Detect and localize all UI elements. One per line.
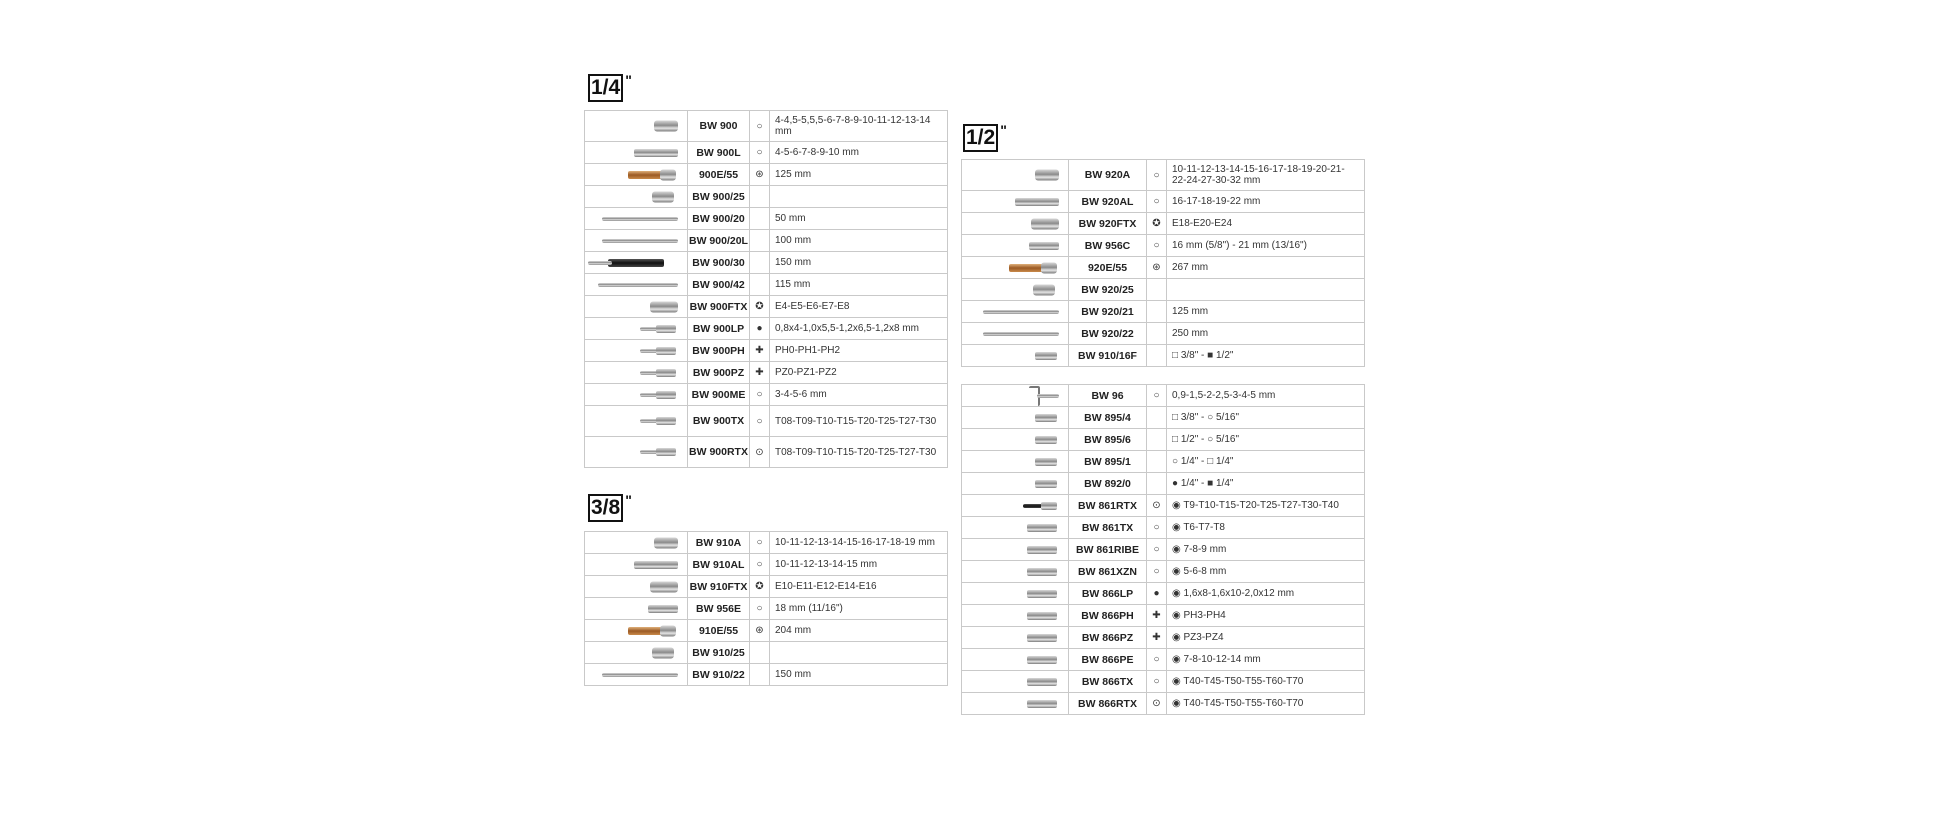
product-code: BW 866LP [1069, 583, 1147, 605]
product-code: BW 866RTX [1069, 693, 1147, 715]
table-row [962, 279, 1365, 301]
adapter-icon [962, 407, 1069, 429]
profile-symbol-icon: ✚ [750, 340, 770, 362]
profile-symbol-icon: ✚ [1147, 605, 1167, 627]
table-row [585, 406, 948, 437]
bit-socket-icon [585, 384, 688, 406]
bit-socket-icon [585, 406, 688, 437]
product-code: BW 900FTX [688, 296, 750, 318]
product-code: BW 900 [688, 111, 750, 142]
product-code: BW 861TX [1069, 517, 1147, 539]
profile-symbol-icon [750, 186, 770, 208]
product-code: BW 866PZ [1069, 627, 1147, 649]
size-description: ◉ 7-8-9 mm [1167, 539, 1365, 561]
profile-symbol-icon: ○ [750, 406, 770, 437]
size-description: T08-T09-T10-T15-T20-T25-T27-T30 [770, 406, 948, 437]
table-row [585, 576, 948, 598]
universal-joint-icon [962, 279, 1069, 301]
table-row [585, 532, 948, 554]
table-row [585, 620, 948, 642]
product-code: BW 920/22 [1069, 323, 1147, 345]
size-description [1167, 279, 1365, 301]
bit-icon [962, 693, 1069, 715]
profile-symbol-icon [1147, 473, 1167, 495]
table-row [962, 671, 1365, 693]
spec-table-bits [961, 384, 1365, 715]
table-row [962, 213, 1365, 235]
product-code: BW 866PE [1069, 649, 1147, 671]
profile-symbol-icon: ✪ [750, 576, 770, 598]
socket-icon [962, 160, 1069, 191]
table-row [585, 186, 948, 208]
product-code: BW 895/4 [1069, 407, 1147, 429]
size-description: 4-4,5-5,5,5-6-7-8-9-10-11-12-13-14 mm [770, 111, 948, 142]
product-code: BW 920/21 [1069, 301, 1147, 323]
table-row [962, 385, 1365, 407]
product-code: BW 920/25 [1069, 279, 1147, 301]
product-code: 900E/55 [688, 164, 750, 186]
table-row [962, 323, 1365, 345]
size-description: E4-E5-E6-E7-E8 [770, 296, 948, 318]
size-description: PZ0-PZ1-PZ2 [770, 362, 948, 384]
product-code: BW 96 [1069, 385, 1147, 407]
size-description: ◉ PH3-PH4 [1167, 605, 1365, 627]
size-description: 16 mm (5/8") - 21 mm (13/16") [1167, 235, 1365, 257]
table-row [585, 554, 948, 576]
table-row [962, 539, 1365, 561]
extension-bar-icon [962, 301, 1069, 323]
bit-socket-icon [585, 362, 688, 384]
bit-icon [962, 671, 1069, 693]
profile-symbol-icon: ○ [1147, 539, 1167, 561]
bit-icon [962, 649, 1069, 671]
bit-icon [962, 627, 1069, 649]
table-row [585, 208, 948, 230]
profile-symbol-icon [1147, 429, 1167, 451]
product-code: BW 900ME [688, 384, 750, 406]
screwdriver-handle-icon [585, 252, 688, 274]
product-code: BW 900/42 [688, 274, 750, 296]
product-code: BW 910/25 [688, 642, 750, 664]
product-code: BW 895/1 [1069, 451, 1147, 473]
profile-symbol-icon: ○ [1147, 561, 1167, 583]
size-description: ◉ T6-T7-T8 [1167, 517, 1365, 539]
product-code: BW 900/25 [688, 186, 750, 208]
product-code: BW 900/20 [688, 208, 750, 230]
table-row [962, 257, 1365, 279]
table-row [585, 362, 948, 384]
profile-symbol-icon: ✪ [750, 296, 770, 318]
product-code: BW 900PZ [688, 362, 750, 384]
size-label: 3/8 [588, 494, 623, 522]
table-row [962, 517, 1365, 539]
profile-symbol-icon [750, 274, 770, 296]
socket-icon [585, 532, 688, 554]
long-socket-icon [962, 191, 1069, 213]
profile-symbol-icon [1147, 451, 1167, 473]
profile-symbol-icon: ⊛ [750, 620, 770, 642]
size-description: ◉ T9-T10-T15-T20-T25-T27-T30-T40 [1167, 495, 1365, 517]
torx-socket-icon [585, 296, 688, 318]
size-description: □ 3/8" - ■ 1/2" [1167, 345, 1365, 367]
profile-symbol-icon [750, 664, 770, 686]
size-description: PH0-PH1-PH2 [770, 340, 948, 362]
size-description: 0,8x4-1,0x5,5-1,2x6,5-1,2x8 mm [770, 318, 948, 340]
product-code: BW 910/22 [688, 664, 750, 686]
product-code: BW 866PH [1069, 605, 1147, 627]
product-code: BW 956C [1069, 235, 1147, 257]
size-label: 1/4 [588, 74, 623, 102]
profile-symbol-icon: ○ [750, 384, 770, 406]
size-description: ◉ 7-8-10-12-14 mm [1167, 649, 1365, 671]
profile-symbol-icon: ○ [1147, 671, 1167, 693]
bit-socket-icon [585, 437, 688, 468]
profile-symbol-icon: ○ [1147, 235, 1167, 257]
table-row [962, 160, 1365, 191]
table-row [585, 164, 948, 186]
size-badge-half: 1/2 " [963, 124, 1007, 152]
size-description: 250 mm [1167, 323, 1365, 345]
size-description: E18-E20-E24 [1167, 213, 1365, 235]
ratchet-icon [962, 257, 1069, 279]
profile-symbol-icon: ○ [1147, 191, 1167, 213]
table-row [962, 627, 1365, 649]
product-code: BW 866TX [1069, 671, 1147, 693]
extension-bar-icon [585, 664, 688, 686]
size-description: 150 mm [770, 252, 948, 274]
table-row [962, 191, 1365, 213]
spark-plug-socket-icon [962, 235, 1069, 257]
table-row [585, 274, 948, 296]
product-code: BW 920FTX [1069, 213, 1147, 235]
table-row [585, 318, 948, 340]
table-row [585, 142, 948, 164]
torx-socket-icon [585, 576, 688, 598]
product-code: BW 895/6 [1069, 429, 1147, 451]
size-description: □ 1/2" - ○ 5/16" [1167, 429, 1365, 451]
size-description: 3-4-5-6 mm [770, 384, 948, 406]
profile-symbol-icon: ⊙ [1147, 495, 1167, 517]
size-description: 16-17-18-19-22 mm [1167, 191, 1365, 213]
bit-icon [962, 517, 1069, 539]
table-row [962, 451, 1365, 473]
profile-symbol-icon [1147, 345, 1167, 367]
size-badge-three-eighths: 3/8 " [588, 494, 632, 522]
profile-symbol-icon: ○ [750, 142, 770, 164]
table-row [585, 230, 948, 252]
size-description: E10-E11-E12-E14-E16 [770, 576, 948, 598]
size-description: ◉ T40-T45-T50-T55-T60-T70 [1167, 693, 1365, 715]
bit-socket-icon [585, 340, 688, 362]
product-code: BW 920AL [1069, 191, 1147, 213]
profile-symbol-icon: ○ [750, 111, 770, 142]
product-code: 910E/55 [688, 620, 750, 642]
table-row [585, 252, 948, 274]
profile-symbol-icon: ○ [1147, 385, 1167, 407]
table-row [585, 296, 948, 318]
universal-joint-icon [585, 642, 688, 664]
profile-symbol-icon: ⊙ [750, 437, 770, 468]
t-bar-icon [585, 274, 688, 296]
profile-symbol-icon: ○ [750, 554, 770, 576]
product-code: BW 910/16F [1069, 345, 1147, 367]
extension-bar-icon [585, 230, 688, 252]
size-description: 10-11-12-13-14-15-16-17-18-19-20-21-22-24-27-30-32 mm [1167, 160, 1365, 191]
table-row [962, 495, 1365, 517]
adapter-icon [962, 473, 1069, 495]
profile-symbol-icon: ○ [1147, 649, 1167, 671]
product-code: BW 900PH [688, 340, 750, 362]
product-code: 920E/55 [1069, 257, 1147, 279]
table-row [585, 437, 948, 468]
profile-symbol-icon: ○ [1147, 517, 1167, 539]
size-badge-quarter: 1/4 " [588, 74, 632, 102]
table-row [962, 583, 1365, 605]
universal-joint-icon [585, 186, 688, 208]
size-description: 150 mm [770, 664, 948, 686]
bit-icon [962, 561, 1069, 583]
product-code: BW 900L [688, 142, 750, 164]
profile-symbol-icon [750, 642, 770, 664]
size-description: 100 mm [770, 230, 948, 252]
profile-symbol-icon: ● [750, 318, 770, 340]
profile-symbol-icon: ⊛ [750, 164, 770, 186]
size-description: □ 3/8" - ○ 5/16" [1167, 407, 1365, 429]
bit-icon [962, 605, 1069, 627]
size-description: ◉ PZ3-PZ4 [1167, 627, 1365, 649]
torx-socket-icon [962, 213, 1069, 235]
profile-symbol-icon: ✚ [750, 362, 770, 384]
product-code: BW 910AL [688, 554, 750, 576]
profile-symbol-icon [1147, 279, 1167, 301]
size-description: 10-11-12-13-14-15 mm [770, 554, 948, 576]
product-code: BW 910FTX [688, 576, 750, 598]
long-bit-icon [962, 495, 1069, 517]
size-description: ◉ 5-6-8 mm [1167, 561, 1365, 583]
profile-symbol-icon [750, 252, 770, 274]
table-row [585, 664, 948, 686]
table-row [962, 693, 1365, 715]
spec-table-three-eighths [584, 531, 948, 686]
size-description: 125 mm [1167, 301, 1365, 323]
spec-table-quarter [584, 110, 948, 468]
product-code: BW 900/20L [688, 230, 750, 252]
table-row [585, 642, 948, 664]
table-row [962, 345, 1365, 367]
product-code: BW 900/30 [688, 252, 750, 274]
adapter-icon [962, 429, 1069, 451]
bit-socket-icon [585, 318, 688, 340]
bit-icon [962, 583, 1069, 605]
size-label: 1/2 [963, 124, 998, 152]
table-row [585, 111, 948, 142]
product-code: BW 861XZN [1069, 561, 1147, 583]
long-socket-icon [585, 554, 688, 576]
table-row [962, 429, 1365, 451]
product-code: BW 861RIBE [1069, 539, 1147, 561]
table-row [962, 561, 1365, 583]
product-code: BW 920A [1069, 160, 1147, 191]
profile-symbol-icon [750, 208, 770, 230]
size-description [770, 186, 948, 208]
hex-key-icon [962, 385, 1069, 407]
ratchet-icon [585, 164, 688, 186]
adapter-icon [962, 451, 1069, 473]
spec-table-half [961, 159, 1365, 367]
table-row [585, 598, 948, 620]
size-description: 50 mm [770, 208, 948, 230]
table-row [962, 407, 1365, 429]
size-description: ● 1/4" - ■ 1/4" [1167, 473, 1365, 495]
size-description: 115 mm [770, 274, 948, 296]
table-row [585, 384, 948, 406]
product-code: BW 892/0 [1069, 473, 1147, 495]
product-code: BW 910A [688, 532, 750, 554]
size-description: ◉ T40-T45-T50-T55-T60-T70 [1167, 671, 1365, 693]
adapter-icon [962, 345, 1069, 367]
product-code: BW 900LP [688, 318, 750, 340]
profile-symbol-icon: ○ [750, 532, 770, 554]
profile-symbol-icon [1147, 407, 1167, 429]
table-row [962, 235, 1365, 257]
profile-symbol-icon: ⊛ [1147, 257, 1167, 279]
profile-symbol-icon [750, 230, 770, 252]
size-description: 4-5-6-7-8-9-10 mm [770, 142, 948, 164]
profile-symbol-icon: ○ [1147, 160, 1167, 191]
long-socket-icon [585, 142, 688, 164]
profile-symbol-icon [1147, 323, 1167, 345]
size-description: ○ 1/4" - □ 1/4" [1167, 451, 1365, 473]
size-description: 0,9-1,5-2-2,5-3-4-5 mm [1167, 385, 1365, 407]
profile-symbol-icon: ✪ [1147, 213, 1167, 235]
bit-icon [962, 539, 1069, 561]
spark-plug-socket-icon [585, 598, 688, 620]
extension-bar-icon [962, 323, 1069, 345]
table-row [962, 649, 1365, 671]
product-code: BW 956E [688, 598, 750, 620]
table-row [585, 340, 948, 362]
size-description: 267 mm [1167, 257, 1365, 279]
size-description: 10-11-12-13-14-15-16-17-18-19 mm [770, 532, 948, 554]
table-row [962, 473, 1365, 495]
profile-symbol-icon: ● [1147, 583, 1167, 605]
product-code: BW 861RTX [1069, 495, 1147, 517]
product-code: BW 900TX [688, 406, 750, 437]
profile-symbol-icon: ✚ [1147, 627, 1167, 649]
size-description: 18 mm (11/16") [770, 598, 948, 620]
ratchet-icon [585, 620, 688, 642]
size-description: 204 mm [770, 620, 948, 642]
extension-bar-icon [585, 208, 688, 230]
product-code: BW 900RTX [688, 437, 750, 468]
size-description [770, 642, 948, 664]
profile-symbol-icon [1147, 301, 1167, 323]
size-description: ◉ 1,6x8-1,6x10-2,0x12 mm [1167, 583, 1365, 605]
profile-symbol-icon: ○ [750, 598, 770, 620]
profile-symbol-icon: ⊙ [1147, 693, 1167, 715]
table-row [962, 301, 1365, 323]
table-row [962, 605, 1365, 627]
size-description: 125 mm [770, 164, 948, 186]
socket-icon [585, 111, 688, 142]
size-description: T08-T09-T10-T15-T20-T25-T27-T30 [770, 437, 948, 468]
